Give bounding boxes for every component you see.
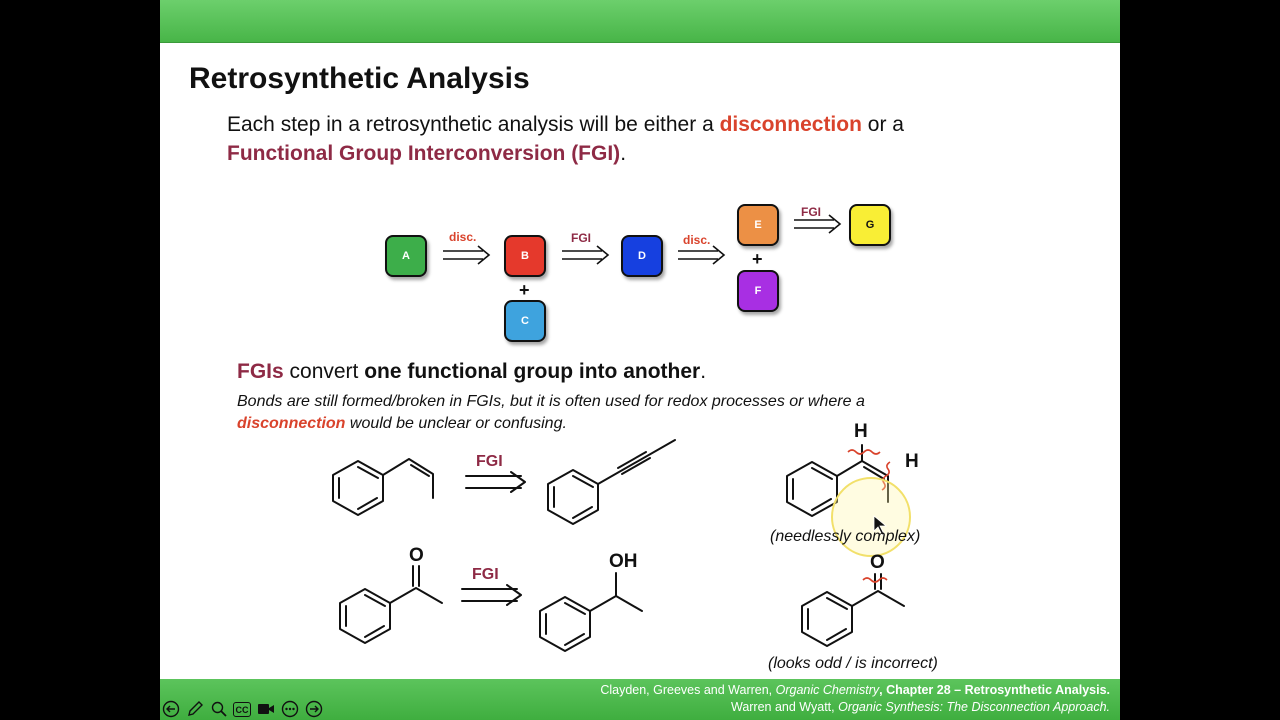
squiggle-1 (848, 450, 880, 454)
intro-text: Each step in a retrosynthetic analysis will be either a (227, 113, 720, 136)
reference-2 (731, 700, 1110, 714)
box-d: D (621, 235, 663, 277)
plus-sign-e-f: + (752, 249, 763, 269)
benzene-ring-6 (802, 592, 852, 646)
odd-ketone-chain (852, 574, 904, 606)
slide-title: Retrosynthetic Analysis (189, 62, 530, 95)
ref1-book: Organic Chemistry (775, 683, 880, 697)
atom-hydroxyl: OH (609, 551, 638, 572)
caption-needlessly-complex: (needlessly complex) (770, 528, 921, 545)
fgi-heading-period: . (700, 360, 707, 383)
z-alkene-chain (383, 459, 433, 498)
fgi-note-text: would be unclear or confusing. (345, 415, 567, 432)
alcohol-chain (590, 573, 642, 611)
pen-button[interactable] (186, 700, 204, 718)
atom-hydrogen-top: H (854, 421, 868, 442)
alkyne-chain (598, 440, 675, 484)
benzene-ring-4 (540, 597, 590, 651)
fgi-heading-text: convert (283, 360, 365, 383)
back-button[interactable] (162, 700, 180, 718)
benzene-ring-2 (548, 470, 598, 524)
intro-period: . (620, 142, 627, 165)
arrow-label-disc-1: disc. (449, 230, 477, 244)
arrow-label-fgi-1: FGI (571, 231, 591, 245)
ketone-chain (390, 566, 442, 603)
benzene-ring-1 (333, 461, 383, 515)
fgi-term: Functional Group Interconversion (FGI) (227, 142, 621, 165)
box-g: G (849, 204, 891, 246)
back-icon (162, 700, 180, 718)
ref2-book: Organic Synthesis: The Disconnection Approach. (838, 700, 1110, 714)
fgi-label-example-2: FGI (472, 566, 499, 583)
fgi-note-line-1: Bonds are still formed/broken in FGIs, but it is often used for redox processes or where a (237, 393, 865, 410)
reference-1 (600, 683, 1110, 697)
chemical-structures (160, 0, 1120, 680)
box-e: E (737, 204, 779, 246)
more-icon (281, 700, 299, 718)
more-button[interactable] (281, 700, 299, 718)
video-icon (257, 700, 275, 718)
forward-button[interactable] (305, 700, 323, 718)
benzene-ring-3 (340, 589, 390, 643)
fgis-term: FGIs (237, 360, 284, 383)
arrow-label-disc-2: disc. (683, 233, 711, 247)
pen-icon (186, 700, 204, 718)
fgi-heading-bold: one functional group into another (364, 360, 701, 383)
box-f: F (737, 270, 779, 312)
fgi-arrow-2 (462, 585, 521, 605)
benzene-ring-5 (787, 462, 837, 516)
ref1-authors: Clayden, Greeves and Warren, (600, 683, 776, 697)
ref1-chapter: , Chapter 28 – Retrosynthetic Analysis. (879, 683, 1110, 697)
box-b: B (504, 235, 546, 277)
ref2-authors: Warren and Wyatt, (730, 700, 839, 714)
disconnection-term: disconnection (719, 113, 862, 136)
captions-button[interactable] (233, 702, 251, 717)
box-c: C (504, 300, 546, 342)
forward-icon (305, 700, 323, 718)
box-a: A (385, 235, 427, 277)
captions-icon: CC (235, 704, 249, 715)
zoom-icon (210, 700, 228, 718)
disconnection-term-2: disconnection (237, 415, 346, 432)
atom-oxygen-odd: O (870, 552, 885, 573)
intro-text-end: or a (861, 113, 904, 136)
caption-looks-odd: (looks odd / is incorrect) (768, 655, 938, 672)
slide (160, 0, 1120, 720)
plus-sign-b-c: + (519, 280, 530, 300)
atom-hydrogen-side: H (905, 451, 919, 472)
zoom-button[interactable] (210, 700, 228, 718)
fgi-arrow-1 (466, 472, 525, 492)
bottom-banner (160, 679, 1120, 720)
atom-ketone-oxygen: O (409, 545, 424, 566)
video-button[interactable] (257, 700, 275, 718)
arrow-label-fgi-2: FGI (801, 205, 821, 219)
fgi-label-example-1: FGI (476, 453, 503, 470)
